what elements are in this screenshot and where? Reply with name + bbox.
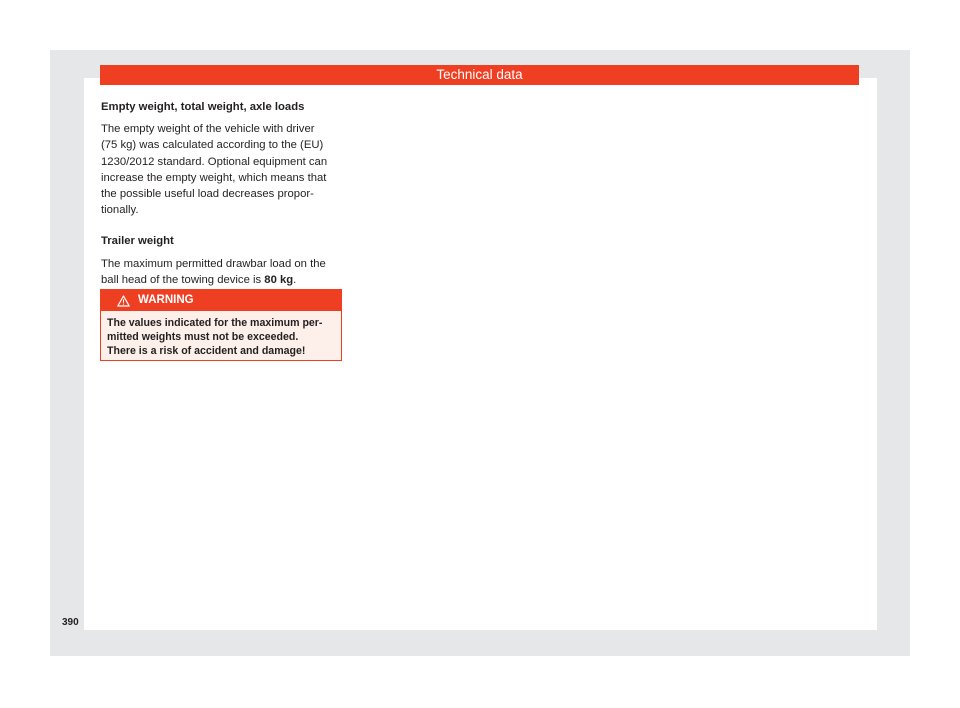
warning-text <box>101 311 341 358</box>
warning-line: mitted weights must not be exceeded. <box>107 331 299 343</box>
page-number: 390 <box>62 617 79 628</box>
drawbar-load-value: 80 kg <box>264 273 294 286</box>
text-line: the possible useful load decreases propor- <box>101 188 314 201</box>
warning-box <box>100 289 342 361</box>
text-line: ball head of the towing device is <box>101 273 265 286</box>
text-line: 1230/2012 standard. Optional equipment can <box>101 155 328 168</box>
warning-line: There is a risk of accident and damage! <box>107 345 306 357</box>
content-column <box>101 99 342 303</box>
section-text-weights <box>101 121 342 218</box>
text-line: The maximum permitted drawbar load on the <box>101 257 326 270</box>
text-line: increase the empty weight, which means that <box>101 171 327 184</box>
warning-header <box>101 290 341 311</box>
section-text-trailer <box>101 256 342 288</box>
warning-title: WARNING <box>138 294 194 306</box>
text-line: tionally. <box>101 204 139 217</box>
text-line: The empty weight of the vehicle with driver <box>101 123 315 136</box>
section-heading-weights: Empty weight, total weight, axle loads <box>101 101 305 113</box>
text-line-suffix: . <box>293 273 297 286</box>
page-header-title: Technical data <box>100 65 859 85</box>
warning-triangle-icon <box>117 295 130 307</box>
text-line: (75 kg) was calculated according to the (EU) <box>101 139 324 152</box>
section-heading-trailer: Trailer weight <box>101 235 174 248</box>
warning-line: The values indicated for the maximum per- <box>107 317 323 329</box>
